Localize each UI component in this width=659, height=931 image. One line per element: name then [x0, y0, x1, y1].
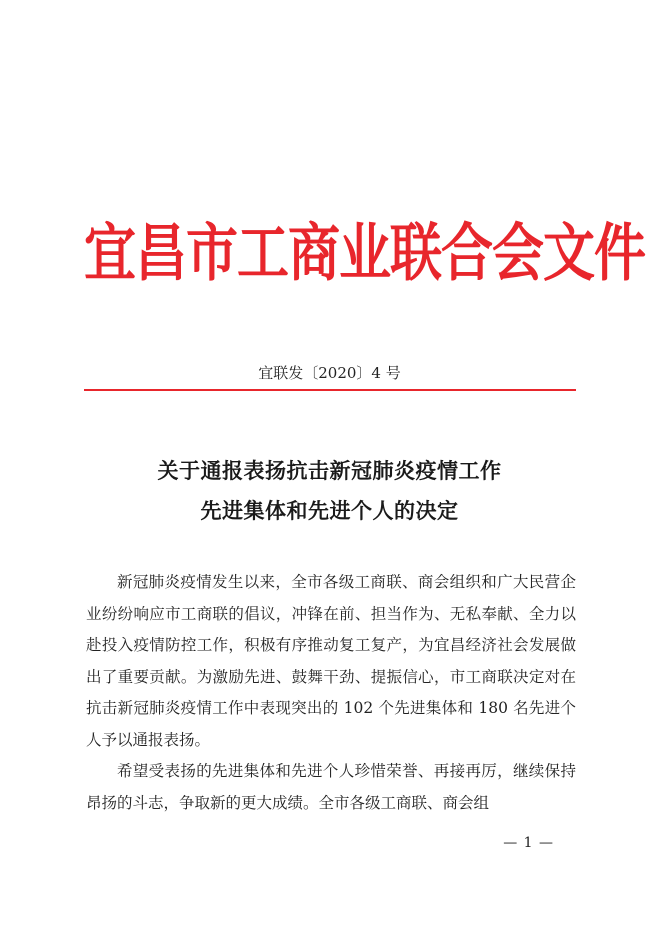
- page-number: — 1 —: [503, 835, 554, 851]
- document-title-line-1: 关于通报表扬抗击新冠肺炎疫情工作: [157, 458, 502, 483]
- document-body: [86, 567, 576, 819]
- body-paragraph-1: 新冠肺炎疫情发生以来，全市各级工商联、商会组织和广大民营企业纷纷响应市工商联的倡议，冲锋在前、担当作为、无私奉献、全力以赴投入疫情防控工作，积极有序推动复工复产，为宜昌经济社会发展做出了重要贡献。为激励先进、鼓舞干劲、提振信心，市工商联决定对在抗击新冠肺炎疫情工作中表现突出的 102 个先进集体和 180 名先进个人予以通报表扬。: [86, 573, 576, 749]
- body-paragraph-2: 希望受表扬的先进集体和先进个人珍惜荣誉、再接再厉，继续保持昂扬的斗志，争取新的更大成绩。全市各级工商联、商会组: [86, 762, 576, 812]
- document-title-line-2: 先进集体和先进个人的决定: [200, 498, 459, 523]
- red-divider-line: [84, 389, 576, 391]
- masthead-title: 宜昌市工商业联合会文件: [84, 216, 646, 290]
- document-number: 宜联发〔2020〕4 号: [258, 364, 401, 382]
